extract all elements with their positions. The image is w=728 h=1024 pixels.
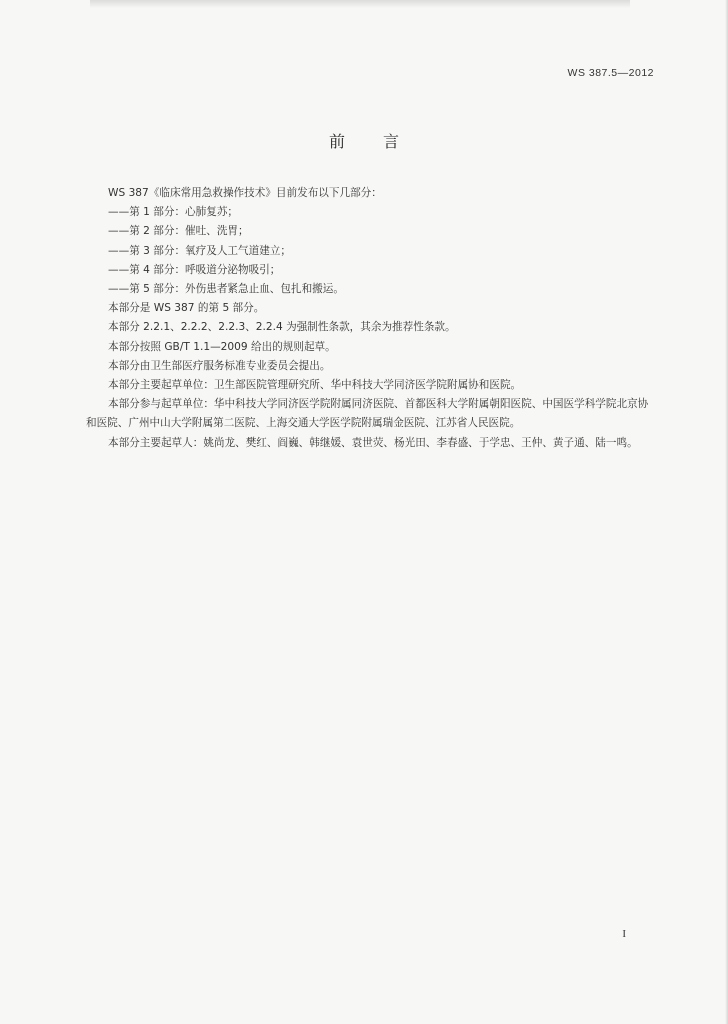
paragraph-mandatory-clauses: 本部分 2.2.1、2.2.2、2.2.3、2.2.4 为强制性条款，其余为推荐性条款。 <box>108 321 456 334</box>
paragraph-part-note: 本部分是 WS 387 的第 5 部分。 <box>108 302 265 315</box>
paragraph-main-drafting-unit: 本部分主要起草单位：卫生部医院管理研究所、华中科技大学同济医学院附属协和医院。 <box>108 379 522 392</box>
paragraph-main-drafters: 本部分主要起草人：姚尚龙、樊红、阎巍、韩继媛、袁世荧、杨光田、李春盛、于学忠、王仲、黄子通、陆一鸣。 <box>108 436 638 449</box>
foreword-body <box>86 184 656 453</box>
list-item-part-3: ——第 3 部分：氧疗及人工气道建立； <box>108 244 291 257</box>
standard-code: WS 387.5—2012 <box>567 67 654 79</box>
page-number: I <box>622 928 626 940</box>
scan-shadow <box>90 0 630 8</box>
paragraph-intro: WS 387《临床常用急救操作技术》目前发布以下几部分： <box>108 187 382 199</box>
paragraph-proposer: 本部分由卫生部医疗服务标准专业委员会提出。 <box>108 359 331 372</box>
list-item-part-5: ——第 5 部分：外伤患者紧急止血、包扎和搬运。 <box>108 283 344 296</box>
list-item-part-4: ——第 4 部分：呼吸道分泌物吸引； <box>108 263 281 276</box>
list-item-part-2: ——第 2 部分：催吐、洗胃； <box>108 225 249 238</box>
list-item-part-1: ——第 1 部分：心肺复苏； <box>108 206 239 219</box>
paragraph-drafting-rules: 本部分按照 GB/T 1.1—2009 给出的规则起草。 <box>108 340 336 353</box>
page-title: 前言 <box>328 132 437 151</box>
paragraph-participating-units: 本部分参与起草单位：华中科技大学同济医学院附属同济医院、首都医科大学附属朝阳医院、中国医学科学院北京协和医院、广州中山大学附属第二医院、上海交通大学医学院附属瑞金医院、江苏省人民医院。 <box>86 398 649 430</box>
